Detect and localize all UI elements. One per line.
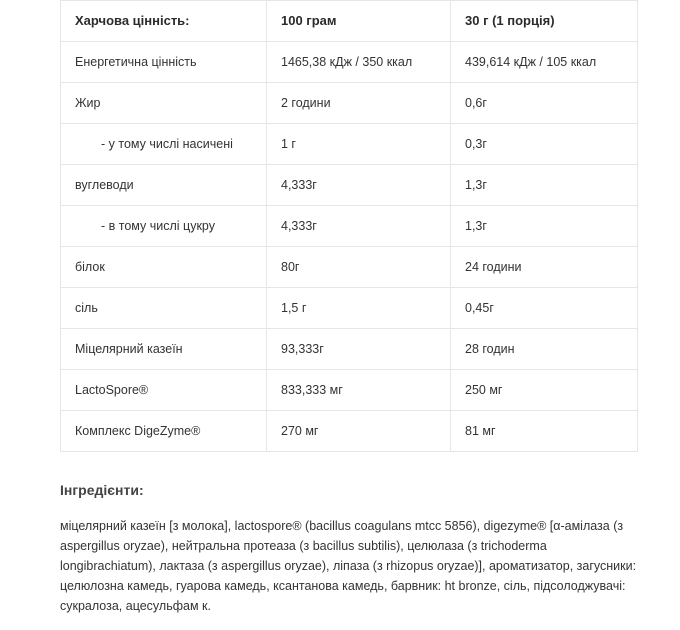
row-name: - в тому числі цукру [61,206,267,247]
table-row [61,124,638,165]
row-per-100g: 93,333г [267,329,451,370]
table-row [61,206,638,247]
ingredients-text: міцелярний казеїн [з молока], lactospore® (bacillus coagulans mtcc 5856), digezyme® [α-амілаза (з aspergillus oryzae), нейтральна протеаза (з bacillus subtilis), целюлаза (з trichoderma longibrachiatum), лактаза (з aspergillus oryzae), ліпаза (з rhizopus oryzae)], ароматизатор, загусники: целюлозна камедь, гуарова камедь, ксантанова камедь, барвник: ht bronze, сіль, підсолоджувачі: сукралоза, ацесульфам к. [60,519,637,613]
table-row [61,370,638,411]
table-row [61,165,638,206]
row-per-portion: 439,614 кДж / 105 ккал [451,42,638,83]
row-per-portion: 81 мг [451,411,638,452]
row-per-portion: 0,6г [451,83,638,124]
row-per-100g: 1,5 г [267,288,451,329]
row-per-portion: 0,3г [451,124,638,165]
row-per-100g: 1465,38 кДж / 350 ккал [267,42,451,83]
table-row [61,247,638,288]
table-header-row [61,1,638,42]
table-row [61,83,638,124]
table-row [61,42,638,83]
header-per-100g: 100 грам [267,1,451,42]
row-per-100g: 4,333г [267,165,451,206]
table-row [61,411,638,452]
row-name: Жир [61,83,267,124]
row-per-100g: 2 години [267,83,451,124]
row-per-100g: 270 мг [267,411,451,452]
row-per-100g: 80г [267,247,451,288]
nutrition-table [60,0,638,452]
row-per-portion: 0,45г [451,288,638,329]
row-name: Міцелярний казеїн [61,329,267,370]
row-per-portion: 1,3г [451,206,638,247]
ingredients-section [60,480,640,616]
table-row [61,329,638,370]
header-per-portion: 30 г (1 порція) [451,1,638,42]
row-name: вуглеводи [61,165,267,206]
row-per-100g: 833,333 мг [267,370,451,411]
row-name: - у тому числі насичені [61,124,267,165]
row-per-portion: 28 годин [451,329,638,370]
row-per-portion: 24 години [451,247,638,288]
row-name: білок [61,247,267,288]
row-name: сіль [61,288,267,329]
row-per-portion: 1,3г [451,165,638,206]
row-name: LactoSpore® [61,370,267,411]
row-per-100g: 4,333г [267,206,451,247]
row-name: Комплекс DigeZyme® [61,411,267,452]
header-nutrition-value: Харчова цінність: [61,1,267,42]
ingredients-title: Інгредієнти: [60,482,144,498]
row-name: Енергетична цінність [61,42,267,83]
table-row [61,288,638,329]
row-per-portion: 250 мг [451,370,638,411]
row-per-100g: 1 г [267,124,451,165]
